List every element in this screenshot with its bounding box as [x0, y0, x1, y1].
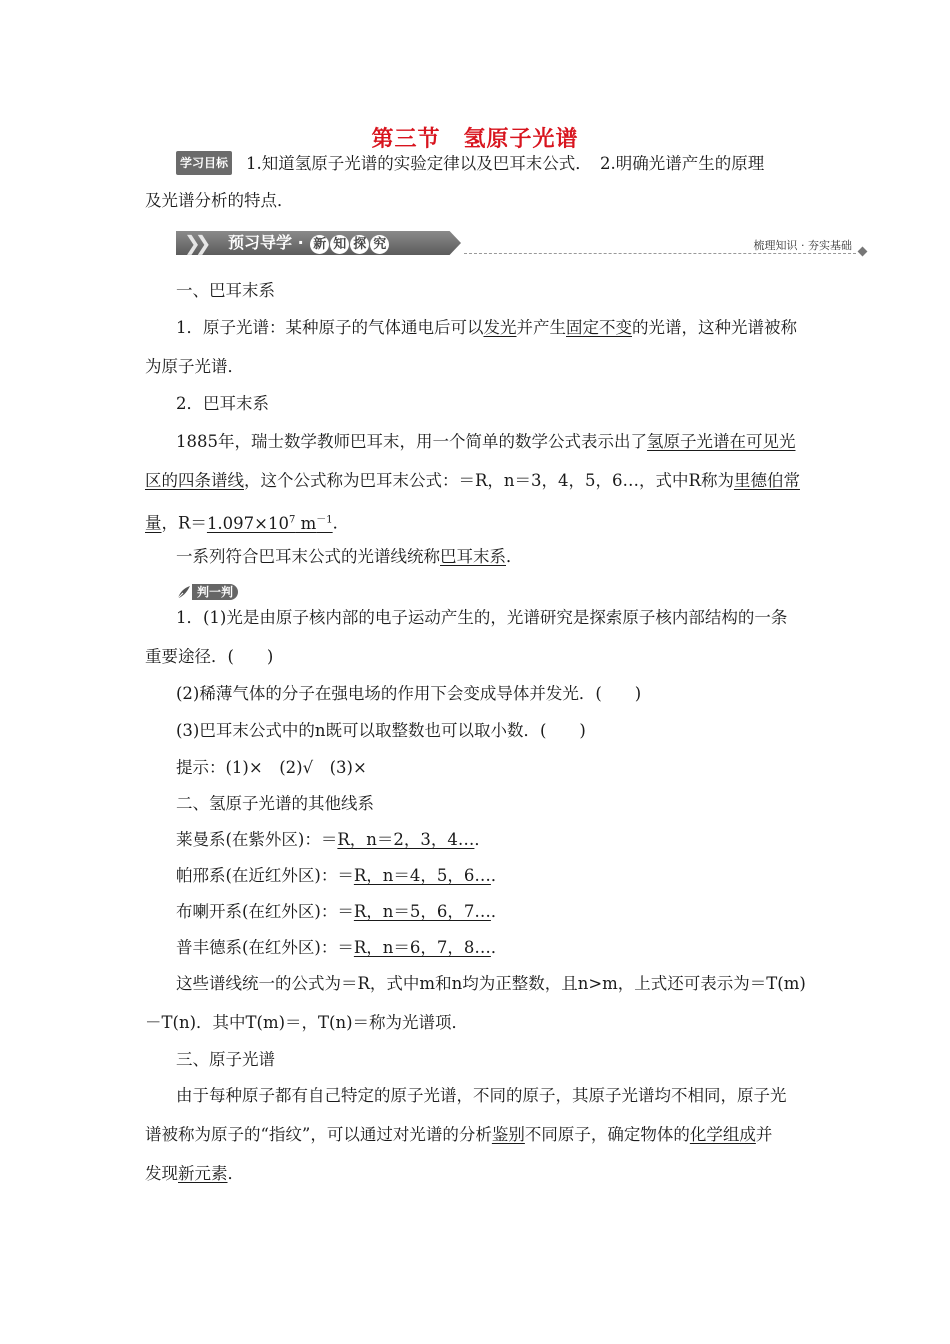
judge-q2: (2)稀薄气体的分子在强电场的作用下会变成导体并发光．( )	[176, 684, 642, 703]
banner-title	[228, 233, 389, 254]
key-term: 氢原子光谱在可见光	[647, 432, 796, 451]
text: 一系列符合巴耳末公式的光谱线统称	[176, 547, 440, 566]
key-term: 量	[145, 513, 162, 533]
text: ，R＝	[161, 513, 207, 533]
page-title: 第三节 氢原子光谱	[371, 127, 579, 152]
text: 的光谱，这种光谱被称	[632, 318, 797, 337]
para-1-line-2: 为原子光谱．	[145, 357, 244, 376]
section-1-heading: 一、巴耳末系	[176, 281, 275, 300]
judge-label: 判一判	[192, 584, 238, 600]
text: 1．原子光谱：某种原子的气体通电后可以	[176, 318, 484, 337]
judge-q1-line-2: 重要途径．( )	[145, 647, 274, 666]
series-pfund	[176, 937, 810, 959]
judge-section-label	[176, 581, 238, 597]
key-term: 固定不变	[566, 318, 632, 337]
series-brackett	[176, 901, 810, 923]
para-2-line-1	[176, 431, 810, 453]
para-2-line-3	[145, 509, 810, 535]
para-4-line-3	[145, 1163, 810, 1185]
judge-q1-line-1: 1．(1)光是由原子核内部的电子运动产生的，光谱研究是探索原子核内部结构的一条	[176, 608, 788, 627]
para-2-line-2	[145, 470, 810, 492]
text: ．	[227, 1164, 244, 1183]
text: 1885年，瑞士数学教师巴耳末，用一个简单的数学公式表示出了	[176, 432, 647, 451]
pen-icon	[176, 584, 192, 600]
text: 不同原子，确定物体的	[524, 1125, 690, 1144]
text: m	[295, 513, 317, 533]
series-lyman	[176, 829, 810, 851]
objectives-text-1: 1.知道氢原子光谱的实验定律以及巴耳末公式． 2.明确光谱产生的原理	[246, 154, 765, 173]
subheading-2: 2．巴耳末系	[176, 394, 269, 413]
judge-hint: 提示：(1)× (2)√ (3)×	[176, 758, 367, 777]
banner-right-label: 梳理知识 · 夯实基础	[753, 239, 852, 252]
text: ．	[332, 513, 350, 533]
text: ．	[490, 902, 508, 921]
text: ．	[474, 830, 491, 849]
text: 并产生	[516, 318, 566, 337]
exponent: －1	[316, 514, 333, 525]
section-banner	[176, 231, 866, 257]
banner-divider	[464, 253, 856, 254]
key-term: 区的四条谱线	[145, 471, 244, 490]
banner-hl-1: 新	[310, 235, 329, 254]
key-term: 巴耳末系	[440, 547, 506, 566]
key-term: R，n＝4，5，6…	[353, 866, 491, 885]
para-unified-line-1: 这些谱线统一的公式为＝R，式中m和n均为正整数，且n>m，上式还可表示为＝T(m)	[176, 974, 806, 993]
text: ．	[506, 547, 523, 566]
text: ．	[490, 866, 508, 885]
text: ．	[490, 938, 508, 957]
para-unified-line-2: －T(n)．其中T(m)＝，T(n)＝称为光谱项．	[145, 1013, 469, 1032]
text: 莱曼系(在紫外区)：＝	[176, 830, 338, 849]
key-term: R，n＝5，6，7…	[353, 902, 491, 921]
key-term: 发光	[483, 318, 517, 337]
double-chevron-icon: ❯❯	[184, 231, 206, 255]
text: 并	[755, 1125, 773, 1144]
key-term: R，n＝2，3，4…	[337, 830, 475, 849]
key-term: 鉴别	[491, 1125, 525, 1144]
objectives-badge: 学习目标	[176, 151, 232, 175]
text: 帕邢系(在近红外区)：＝	[176, 866, 354, 885]
series-paschen	[176, 865, 810, 887]
judge-q3: (3)巴耳末公式中的n既可以取整数也可以取小数．( )	[176, 721, 586, 740]
text: ，这个公式称为巴耳末公式：＝R，n＝3，4，5，6…，式中R称为	[244, 471, 734, 490]
section-2-heading: 二、氢原子光谱的其他线系	[176, 794, 374, 813]
text: 谱被称为原子的“指纹”，可以通过对光谱的分析	[145, 1125, 492, 1144]
text: 1.097×10	[206, 513, 289, 533]
key-term: 新元素	[178, 1164, 228, 1183]
key-term: R，n＝6，7，8…	[353, 938, 491, 957]
text: 布喇开系(在红外区)：＝	[176, 902, 354, 921]
text: 发现	[145, 1164, 178, 1183]
key-term: 化学组成	[689, 1125, 756, 1144]
para-1-line-1	[176, 317, 810, 339]
section-3-heading: 三、原子光谱	[176, 1050, 275, 1069]
banner-hl-4: 究	[370, 235, 389, 254]
key-term: 里德伯常	[733, 471, 800, 490]
para-3	[176, 546, 810, 568]
text: 普丰德系(在红外区)：＝	[176, 938, 354, 957]
banner-hl-3: 探	[350, 235, 369, 254]
banner-label: 预习导学 ·	[228, 233, 304, 252]
exponent: 7	[289, 514, 296, 525]
para-4-line-2	[145, 1124, 810, 1146]
para-4-line-1: 由于每种原子都有自己特定的原子光谱，不同的原子，其原子光谱均不相同，原子光	[176, 1086, 787, 1105]
banner-hl-2: 知	[330, 235, 349, 254]
diamond-icon	[858, 247, 868, 257]
rydberg-value	[207, 514, 333, 533]
objectives-line-2: 及光谱分析的特点．	[145, 191, 294, 210]
objectives-line-1	[176, 151, 816, 175]
